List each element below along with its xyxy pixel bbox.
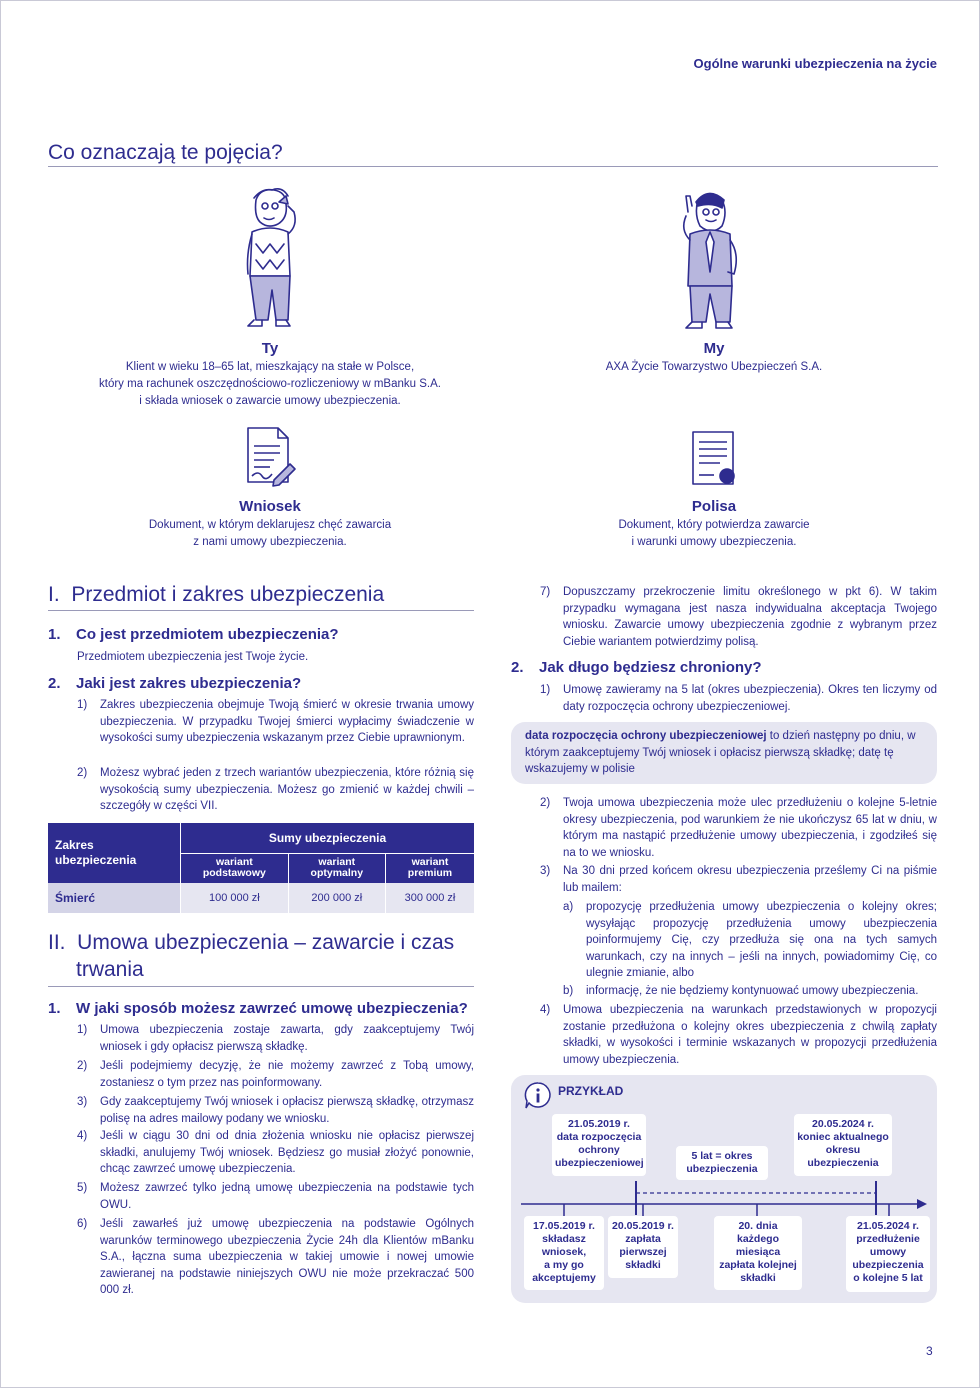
table-col-header: wariant optymalny [288,854,385,884]
ty-line-3: i składa wniosek o zawarcie umowy ubezpieczenia. [139,395,401,407]
person-suit-icon [670,190,746,332]
sums-table [48,823,474,913]
definitions-rule [48,166,938,167]
timeline-label-monthly-payment [714,1216,802,1290]
s1-q2-num: 2. [48,675,61,692]
s2-q2-num: 2. [511,659,524,676]
list-text: Jeśli zawarłeś już umowę ubezpieczenia na podstawie Ogólnych warunków terminowego ubezpieczenia Życie 24h dla Klientów mBanku S.A., łączna suma ubezpieczenia w takiej umowie i nowej umowie zawieranej na podstawie niniejszych OWU nie może przekraczać 500 000 zł. [100,1218,474,1296]
section1-heading: I. Przedmiot i zakres ubezpieczenia [48,583,385,606]
timeline-label-application [524,1216,604,1290]
label-line: 17.05.2019 r. [533,1220,595,1232]
list-text: informację, że nie będziemy kontynuować umowy ubezpieczenia. [586,985,919,997]
list-number: 4) [77,1130,88,1142]
list-text: Możesz zawrzeć tylko jedną umowę ubezpieczenia na podstawie tych OWU. [100,1182,474,1211]
s2-q1-num: 1. [48,1000,61,1017]
list-text: Jeśli w ciągu 30 dni od dnia złożenia wniosku nie opłacisz pierwszej składki, anulujemy Twój wniosek. Będziesz go musiał złożyć ponownie, chcąc zawrzeć umowę ubezpieczenia. [100,1130,474,1175]
timeline-label-period [676,1146,768,1180]
s1-q2-item-1 [77,697,474,747]
s2-q2-item-3 [540,863,937,896]
list-number: 3) [77,1096,88,1108]
list-number: 1) [540,684,551,696]
table-col-header: wariant premium [385,854,474,884]
label-line: ochrony [578,1144,620,1156]
timeline-label-start [552,1114,646,1176]
my-description [494,359,934,376]
s2-q1-title: W jaki sposób możesz zawrzeć umowę ubezpieczenia? [76,1000,468,1017]
s1-q2-item-2 [77,765,474,815]
list-text: Zakres ubezpieczenia obejmuje Twoją śmierć w okresie trwania umowy ubezpieczenia. W przypadku Twojej śmierci wypłacimy świadczenie w wysokości sumy ubezpieczenia wskazanym przez Ciebie uprawnionym. [100,699,474,744]
ty-line-2: który ma rachunek oszczędnościowo-rozliczeniowy w mBanku S.A. [99,378,441,390]
label-line: ubezpieczeniowej [555,1157,644,1169]
wniosek-name: Wniosek [239,498,301,515]
list-number: 2) [540,797,551,809]
list-number: 3) [540,865,551,877]
label-line: wniosek, [541,1246,587,1258]
callout-definition: to dzień następny po dniu, w którym zaakceptujemy Twój wniosek i opłacisz pierwszą składkę; datę tę wskazujemy w polisie [525,730,916,775]
label-line: 20.05.2024 r. [812,1118,874,1130]
person-casual-icon [234,186,306,332]
list-number: 1) [77,699,88,711]
list-letter: a) [563,901,574,913]
timeline-arrow [917,1199,927,1209]
s2-q2-title: Jak długo będziesz chroniony? [539,659,762,676]
section1-rule [48,610,474,611]
table-row [48,883,474,913]
s2-q2-item-1 [540,682,937,715]
label-line: składki [740,1272,776,1284]
document-signing-icon [244,426,298,488]
s2-q1-item-3 [77,1094,474,1127]
list-number: 7) [540,586,551,598]
timeline-label-extension [846,1216,930,1292]
s1-q1-num: 1. [48,626,61,643]
label-line: ubezpieczenia [807,1157,879,1169]
s1-q1-title: Co jest przedmiotem ubezpieczenia? [76,626,339,643]
table-col-header: wariant podstawowy [181,854,289,884]
polisa-line-1: Dokument, który potwierdza zawarcie [618,519,810,531]
label-line: o kolejne 5 lat [853,1272,923,1284]
list-number: 1) [77,1024,88,1036]
s2-q1-item-1 [77,1022,474,1055]
label-line: a my go [544,1259,584,1271]
list-number: 4) [540,1004,551,1016]
s2-q1 [48,1000,468,1017]
label-line: miesiąca [735,1246,781,1258]
my-name: My [703,340,725,357]
polisa-name: Polisa [691,498,737,515]
label-line: 21.05.2019 r. [568,1118,630,1130]
wniosek-description [50,517,490,551]
s2-q2-item-2 [540,795,937,861]
list-text: Na 30 dni przed końcem okresu ubezpieczenia prześlemy Ci na piśmie lub mailem: [563,865,937,894]
polisa-description [494,517,934,551]
label-line: przedłużenie [856,1233,920,1245]
header-title: Ogólne warunki ubezpieczenia na życie [693,56,937,71]
ty-description [50,359,490,410]
s1-q1 [48,626,339,643]
list-number: 2) [77,1060,88,1072]
s2-q1-item-5 [77,1180,474,1213]
s2-q1-item-2 [77,1058,474,1091]
list-text: propozycję przedłużenia umowy ubezpieczenia o kolejny okres; wysyłając propozycję przedłużenia umowy ubezpieczenia poinformujemy Cię, czy przedłuża się ona na tych samych warunkach, czy na innych – jeśli na innych, powiadomimy Cię, co ulegnie zmianie, albo [586,901,937,979]
label-line: data rozpoczęcia [556,1131,642,1143]
s1-q2-title: Jaki jest zakres ubezpieczenia? [76,675,302,692]
table-cell: 300 000 zł [385,883,474,913]
ty-name: Ty [261,340,279,357]
callout-term: data rozpoczęcia ochrony ubezpieczeniowej [525,730,767,742]
list-text: Jeśli podejmiemy decyzję, że nie możemy zawrzeć z Tobą umowy, zostaniesz o tym przez nas poinformowany. [100,1060,474,1089]
list-text: Umowa ubezpieczenia na warunkach przedstawionych w propozycji zostanie przedłużona o kolejny okres ubezpieczenia z chwilą zapłaty składki, w wysokości i terminie wskazanych w propozycji przedłużenia umowy ubezpieczenia. [563,1004,937,1066]
table-cell: 200 000 zł [288,883,385,913]
section2-heading-line1: II. Umowa ubezpieczenia – zawarcie i czas [48,931,455,954]
timeline-label-first-payment [608,1216,678,1278]
s1-q1-text: Przedmiotem ubezpieczenia jest Twoje życie. [77,651,309,663]
label-line: składasz [542,1233,586,1245]
definition-callout [511,722,937,784]
label-line: 21.05.2024 r. [857,1220,919,1232]
label-line: 5 lat = okres [691,1150,753,1162]
s2-q2-item-3b [563,983,937,1000]
label-line: 20. dnia [738,1220,778,1232]
s2-q1-item-4 [77,1128,474,1178]
wniosek-line-2: z nami umowy ubezpieczenia. [193,536,347,548]
label-line: akceptujemy [532,1272,596,1284]
s2-q1-item-7 [540,584,937,650]
certificate-icon [690,430,740,488]
timeline-label-end [794,1114,892,1176]
s2-q2-item-3a [563,899,937,982]
section2-heading-line2: trwania [76,958,144,981]
section2-rule [48,986,474,987]
s2-q2-item-4 [540,1002,937,1068]
list-letter: b) [563,985,574,997]
table-row-label: Śmierć [48,883,181,913]
list-text: Gdy zaakceptujemy Twój wniosek i opłacisz pierwszą składkę, otrzymasz polisę na adres mailowy podany we wniosku. [100,1096,474,1125]
s1-q2 [48,675,301,692]
polisa-line-2: i warunki umowy ubezpieczenia. [631,536,797,548]
label-line: zapłata kolejnej [719,1259,797,1271]
label-line: pierwszej [619,1246,667,1258]
example-label: PRZYKŁAD [558,1084,624,1098]
label-line: koniec aktualnego [797,1131,889,1143]
my-line-1: AXA Życie Towarzystwo Ubezpieczeń S.A. [605,361,823,373]
label-line: 20.05.2019 r. [612,1220,674,1232]
label-line: ubezpieczenia [686,1163,758,1175]
definitions-heading: Co oznaczają te pojęcia? [48,141,283,164]
table-col0-header: Zakres ubezpieczenia [48,823,181,883]
label-line: każdego [736,1233,779,1245]
label-line: umowy [869,1246,907,1258]
label-line: zapłata [625,1233,661,1245]
list-text: Możesz wybrać jeden z trzech wariantów ubezpieczenia, które różnią się wysokością sumy ubezpieczenia. Możesz go zmienić w każdej chwili – szczegóły w części VII. [100,767,474,812]
list-text: Dopuszczamy przekroczenie limitu określonego w pkt 6). W takim przypadku wymagana jest nasza indywidualna akceptacja Twojego wniosku. Zawarcie umowy ubezpieczenia zgodnie z wybranym przez Ciebie wariantem potwierdzimy polisą. [563,586,937,648]
page-number: 3 [926,1344,933,1358]
list-number: 2) [77,767,88,779]
s2-q2 [511,659,762,676]
label-line: składki [625,1259,661,1271]
callout-text [511,722,937,784]
label-line: ubezpieczenia [852,1259,924,1271]
list-number: 6) [77,1218,88,1230]
wniosek-line-1: Dokument, w którym deklarujesz chęć zawarcia [148,519,392,531]
table-cell: 100 000 zł [181,883,289,913]
list-text: Umowę zawieramy na 5 lat (okres ubezpieczenia). Okres ten liczymy od daty rozpoczęcia ochrony ubezpieczeniowej. [563,684,937,713]
list-text: Umowa ubezpieczenia zostaje zawarta, gdy zaakceptujemy Twój wniosek i gdy opłacisz pierwszą składkę. [100,1024,474,1053]
label-line: okresu [825,1144,861,1156]
ty-line-1: Klient w wieku 18–65 lat, mieszkający na stałe w Polsce, [125,361,415,373]
s2-q1-item-6 [77,1216,474,1299]
list-text: Twoja umowa ubezpieczenia może ulec przedłużeniu o kolejne 5-letnie okresy ubezpieczenia, pod warunkiem że nie ukończysz 65 lat w dniu, w którym ma nastąpić przedłużenie umowy ubezpieczenia, i zgodziłeś się na to we wniosku. [563,797,937,859]
list-number: 5) [77,1182,88,1194]
table-group-header: Sumy ubezpieczenia [181,823,475,854]
